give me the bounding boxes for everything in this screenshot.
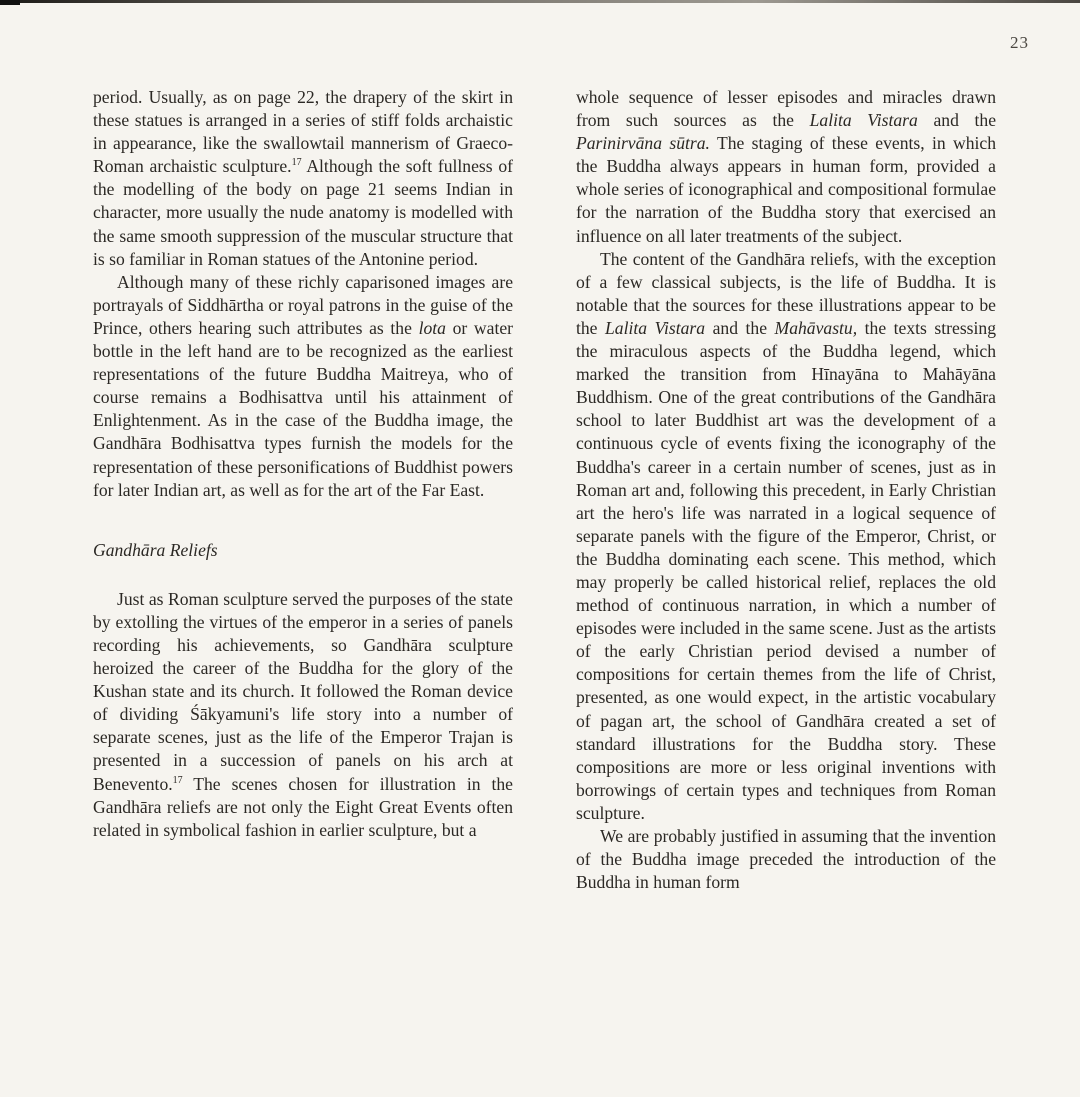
section-heading: Gandhāra Reliefs (93, 539, 218, 560)
paragraph-text: We are probably justified in assuming that the invention of the Buddha image preceded the introduction of the Buddha in human form (576, 826, 996, 893)
paragraph-text: The scenes chosen for illustration in the Gandhāra reliefs are not only the Eight Great Events often related in symbolical fashion in earlier sculpture, but a (93, 773, 513, 840)
paragraph-episodes (576, 86, 996, 248)
italic-term: Lalita Vistara (809, 110, 918, 131)
paragraph-text: period. Usually, as on page 22, the drapery of the skirt in these statues is arranged in a series of stiff folds archaistic in appearance, like the swallowtail mannerism of Graeco-Roman archaistic sculpture. (93, 87, 513, 177)
italic-term: Parinirvāna sūtra. (576, 133, 710, 154)
paragraph-roman-sculpture (93, 588, 513, 842)
paragraph-bodhisattva (93, 271, 513, 502)
paragraph-text: Just as Roman sculpture served the purposes of the state by extolling the virtues of the emperor in a series of panels recording his achievements, so Gandhāra sculpture heroized the career of the Buddha for the glory of the Kushan state and its church. It followed the Roman device of dividing Śākyamuni's life story into a number of separate scenes, just as the life of the Emperor Trajan is presented in a succession of panels on his arch at Benevento. (93, 588, 513, 794)
paragraph-text: The content of the Gandhāra reliefs, with the exception of a few classical subjects, is the life of Buddha. It is notable that the sources for these illustrations appear to be the (576, 248, 996, 338)
paragraph-text: or water bottle in the left hand are to be recognized as the earliest representations of the future Buddha Maitreya, who of course remains a Bodhisattva until his attainment of Enlightenment. As in the case of the Buddha image, the Gandhāra Bodhisattva types furnish the models for the representation of these personifications of Buddhist powers for later Indian art, as well as for the art of the Far East. (93, 317, 513, 500)
page-number: 23 (1010, 33, 1029, 52)
italic-term: lota (418, 317, 446, 338)
footnote-ref: 17 (172, 774, 183, 786)
footnote-ref: 17 (291, 157, 302, 169)
paragraph-text: the texts stressing the miraculous aspects of the Buddha legend, which marked the transition from Hīnayāna to Mahāyāna Buddhism. One of the great contributions of the Gandhāra school to later Buddhist art was the development of a continuous cycle of events fixing the iconography of the Buddha's career in a certain number of scenes, just as in Roman art and, following this precedent, in Early Christian art the hero's life was narrated in a logical sequence of separate panels with the figure of the Emperor, Christ, or the Buddha dominating each scene. This method, which may properly be called historical relief, replaces the old method of continuous narration, in which a number of episodes were included in the same scene. Just as the artists of the early Christian period devised a number of compositions for certain themes from the life of Christ, presented, as one would expect, in the artistic vocabulary of pagan art, the school of Gandhāra created a set of standard illustrations for the Buddha story. These compositions are more or less original inventions with borrowings of certain types and techniques from Roman sculpture. (576, 317, 996, 823)
paragraph-content (576, 248, 996, 825)
top-edge-rule (0, 0, 1080, 3)
paragraph-text: and the (705, 317, 775, 338)
paragraph-text: and the (917, 110, 997, 131)
right-column (576, 86, 996, 894)
paragraph-invention (576, 825, 996, 894)
corner-mark (0, 0, 20, 5)
paragraph-text: Although the soft fullness of the modelling of the body on page 21 seems Indian in character, more usually the nude anatomy is modelled with the same smooth suppression of the muscular structure that is so familiar in Roman statues of the Antonine period. (93, 156, 513, 269)
paragraph-text: Although many of these richly caparisoned images are portrayals of Siddhārtha or royal patrons in the guise of the Prince, others hearing such attributes as the (93, 271, 513, 338)
paragraph-drapery (93, 86, 513, 271)
italic-term: Mahāvastu, (774, 317, 858, 338)
italic-term: Lalita Vistara (605, 317, 706, 338)
paragraph-text: whole sequence of lesser episodes and miracles drawn from such sources as the (576, 87, 996, 131)
paragraph-text: The staging of these events, in which the Buddha always appears in human form, provided a whole series of iconographical and compositional formulae for the narration of the Buddha story that exercised an influence on all later treatments of the subject. (576, 133, 997, 246)
left-column (93, 86, 513, 842)
